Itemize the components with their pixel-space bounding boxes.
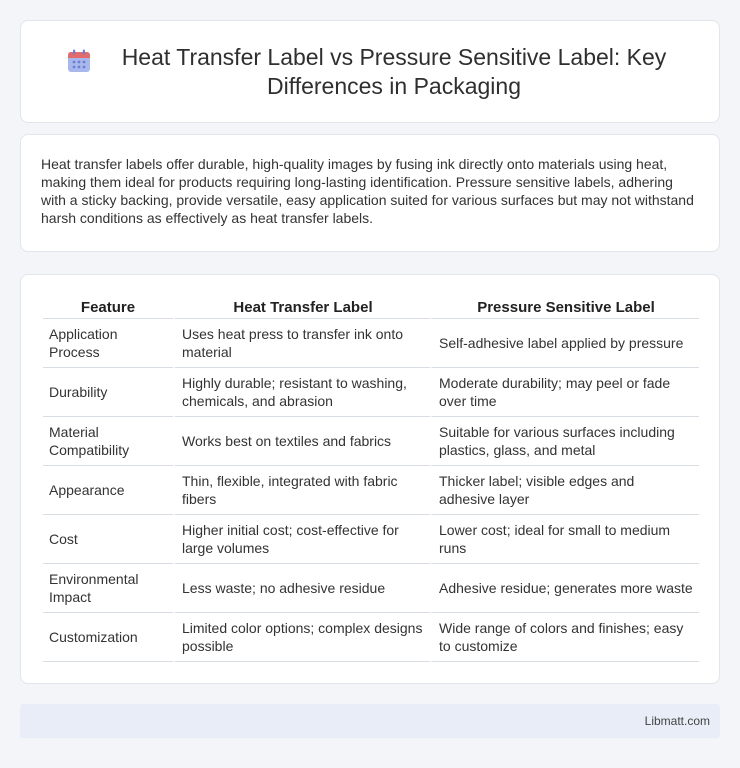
table-row [43,466,699,515]
table-header-row [43,297,699,319]
table-row [43,564,699,613]
heat-transfer-cell: Uses heat press to transfer ink onto material [173,319,430,368]
table-row [43,613,699,662]
comparison-table-card [20,274,720,684]
table-row [43,515,699,564]
heat-transfer-cell: Highly durable; resistant to washing, chemicals, and abrasion [173,368,430,417]
pressure-sensitive-cell: Suitable for various surfaces including plastics, glass, and metal [430,417,699,466]
footer-site-link[interactable]: Libmatt.com [644,714,710,728]
pressure-sensitive-cell: Self-adhesive label applied by pressure [430,319,699,368]
feature-cell: Cost [43,515,173,564]
heat-transfer-cell: Higher initial cost; cost-effective for large volumes [173,515,430,564]
pressure-sensitive-cell: Lower cost; ideal for small to medium runs [430,515,699,564]
title-card [20,20,720,123]
table-row [43,319,699,368]
heat-transfer-cell: Thin, flexible, integrated with fabric fibers [173,466,430,515]
summary-card [20,134,720,252]
pressure-sensitive-cell: Thicker label; visible edges and adhesive layer [430,466,699,515]
heat-transfer-cell: Works best on textiles and fabrics [173,417,430,466]
heat-transfer-cell: Less waste; no adhesive residue [173,564,430,613]
feature-cell: Environmental Impact [43,564,173,613]
pressure-sensitive-cell: Adhesive residue; generates more waste [430,564,699,613]
table-row [43,417,699,466]
heat-transfer-cell: Limited color options; complex designs possible [173,613,430,662]
feature-cell: Application Process [43,319,173,368]
comparison-table [43,297,699,662]
summary-text: Heat transfer labels offer durable, high-quality images by fusing ink directly onto materials using heat, making them ideal for products requiring long-lasting identification. Pressure sensitive labels, adhering with a sticky backing, provide versatile, easy application suited for various surfaces but may not withstand harsh conditions as effectively as heat transfer labels. [41,156,694,226]
feature-cell: Durability [43,368,173,417]
feature-cell: Material Compatibility [43,417,173,466]
footer [20,704,720,738]
header-pressure-sensitive: Pressure Sensitive Label [430,297,699,319]
feature-cell: Appearance [43,466,173,515]
pressure-sensitive-cell: Wide range of colors and finishes; easy to customize [430,613,699,662]
header-feature: Feature [43,297,173,319]
feature-cell: Customization [43,613,173,662]
page-title: Heat Transfer Label vs Pressure Sensitive Label: Key Differences in Packaging [121,43,667,99]
calendar-icon [66,48,92,74]
title-wrap [66,43,674,101]
header-heat-transfer: Heat Transfer Label [173,297,430,319]
table-row [43,368,699,417]
pressure-sensitive-cell: Moderate durability; may peel or fade over time [430,368,699,417]
